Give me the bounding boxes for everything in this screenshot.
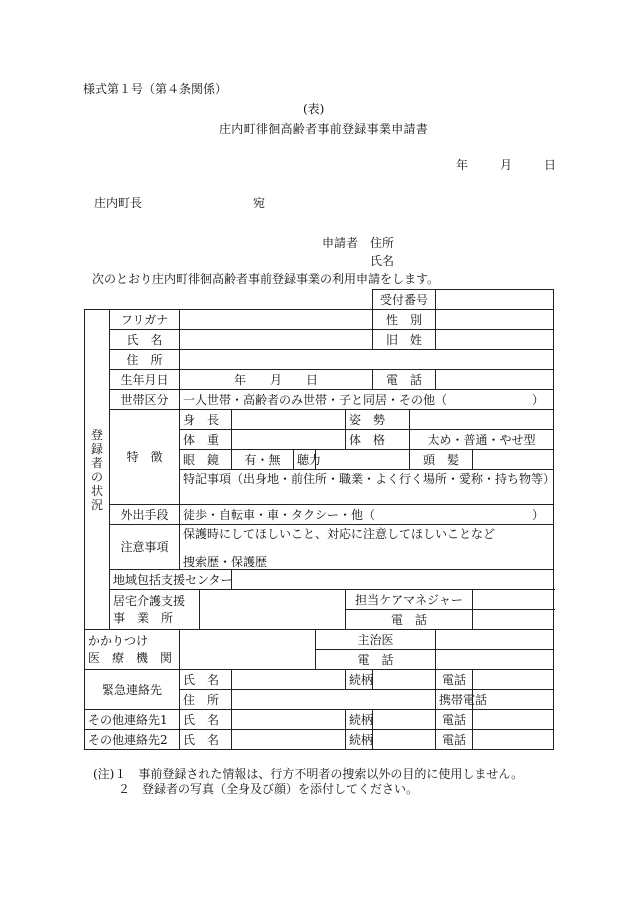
registration-form-table (84, 289, 554, 750)
other-1-phone-label: 電話 (436, 710, 473, 730)
other-2-phone-label: 電話 (436, 730, 473, 750)
cautions-label: 注意事項 (110, 525, 180, 570)
other-contact-1-label: その他連絡先1 (85, 710, 180, 730)
form-number: 様式第１号（第４条関係） (83, 82, 228, 96)
other-2-phone-field[interactable] (473, 730, 554, 750)
hearing-label: 聴力 (294, 450, 316, 470)
name-field[interactable] (180, 330, 373, 350)
build-label: 体 格 (346, 430, 410, 450)
clinic-phone-label: 電 話 (316, 650, 436, 670)
phone-field[interactable] (436, 370, 554, 390)
household-options-text: 一人世帯・高齢者のみ世帯・子と同居・その他（ (183, 392, 448, 407)
special-notes-field[interactable]: 特記事項（出身地・前住所・職業・よく行く場所・愛称・持ち物等） (180, 470, 554, 505)
care-office-field[interactable] (200, 590, 346, 630)
other-2-name-label: 氏 名 (180, 730, 232, 750)
note-2: ２ 登録者の写真（全身及び顔）を添付してください。 (118, 782, 419, 796)
regional-center-label: 地域包括支援センター (110, 570, 232, 590)
transport-row (85, 505, 554, 525)
date-year: 年 (456, 158, 469, 172)
former-name-field[interactable] (436, 330, 554, 350)
glasses-label: 眼 鏡 (180, 450, 232, 470)
transport-options[interactable] (180, 505, 554, 525)
name-label: 氏 名 (110, 330, 180, 350)
former-name-label: 旧 姓 (373, 330, 436, 350)
care-phone-label: 電 話 (346, 610, 473, 630)
furigana-row (85, 310, 554, 330)
care-office-row-1 (85, 590, 554, 610)
emergency-row-1 (85, 670, 554, 690)
applicant-name-label: 氏名 (370, 254, 395, 268)
addressee: 庄内町長 (94, 196, 143, 210)
posture-label: 姿 勢 (346, 410, 410, 430)
care-phone-field[interactable] (473, 610, 554, 630)
emergency-label: 緊急連絡先 (85, 670, 180, 710)
care-manager-label: 担当ケアマネジャー (346, 590, 473, 610)
intro-text: 次のとおり庄内町徘徊高齢者事前登録事業の利用申請をします。 (92, 272, 440, 286)
applicant-label: 申請者 (322, 236, 359, 250)
household-close-paren: ） (532, 392, 545, 407)
emergency-phone-field[interactable] (473, 670, 554, 690)
addressee-suffix: 宛 (253, 196, 266, 210)
search-history-label: 捜索歴・保護歴 (183, 555, 268, 569)
regional-center-field[interactable] (232, 570, 554, 590)
note-1: (注)１ 事前登録された情報は、行方不明者の捜索以外の目的に使用しません。 (93, 767, 524, 781)
height-label: 身 長 (180, 410, 232, 430)
height-row (85, 410, 554, 430)
hair-field[interactable] (473, 450, 554, 470)
household-options[interactable] (180, 390, 554, 410)
doctor-label: 主治医 (316, 630, 436, 650)
transport-options-text: 徒歩・自転車・車・タクシー・他（ (183, 507, 376, 522)
other-1-name-field[interactable] (232, 710, 346, 730)
address-row (85, 350, 554, 370)
gender-label: 性 別 (373, 310, 436, 330)
transport-close-paren: ） (532, 507, 545, 522)
posture-field[interactable] (410, 410, 554, 430)
other-1-name-label: 氏 名 (180, 710, 232, 730)
other-contact-2-row (85, 730, 554, 750)
household-label: 世帯区分 (110, 390, 180, 410)
reception-row (85, 290, 554, 310)
care-office-label-line1: 居宅介護支援 (113, 593, 186, 608)
gender-field[interactable] (436, 310, 554, 330)
care-manager-field[interactable] (473, 590, 554, 610)
birthdate-field[interactable]: 年 月 日 (180, 370, 373, 390)
cautions-field[interactable] (180, 525, 554, 570)
clinic-label-line2: 医 療 機 関 (88, 650, 173, 665)
furigana-field[interactable] (180, 310, 373, 330)
build-options[interactable]: 太め・普通・やせ型 (410, 430, 554, 450)
emergency-address-field[interactable] (232, 690, 436, 710)
other-2-relation-label: 続柄 (346, 730, 373, 750)
emergency-relation-field[interactable] (373, 670, 436, 690)
cautions-row (85, 525, 554, 570)
weight-field[interactable] (232, 430, 346, 450)
clinic-row-1 (85, 630, 554, 650)
other-contact-1-row (85, 710, 554, 730)
furigana-label: フリガナ (110, 310, 180, 330)
features-label: 特 徴 (110, 410, 180, 505)
birthdate-row (85, 370, 554, 390)
date-line (456, 158, 556, 172)
glasses-options[interactable]: 有・無 (232, 450, 294, 470)
applicant-address-label: 住所 (370, 236, 395, 250)
hair-label: 頭 髪 (410, 450, 473, 470)
transport-label: 外出手段 (110, 505, 180, 525)
hearing-field[interactable] (316, 450, 410, 470)
regional-center-row (85, 570, 554, 590)
address-field[interactable] (180, 350, 554, 370)
clinic-field[interactable] (180, 630, 316, 670)
document-title: 庄内町徘徊高齢者事前登録事業申請書 (219, 122, 429, 136)
clinic-label-line1: かかりつけ (88, 633, 149, 648)
section-label-registrant-status: 登 録 者 の 状 況 (85, 310, 110, 630)
date-month: 月 (500, 158, 513, 172)
other-2-name-field[interactable] (232, 730, 346, 750)
emergency-mobile-label: 携帯電話 (436, 690, 473, 710)
weight-label: 体 重 (180, 430, 232, 450)
other-2-relation-field[interactable] (373, 730, 436, 750)
emergency-name-label: 氏 名 (180, 670, 232, 690)
cautions-hint: 保護時にしてほしいこと、対応に注意してほしいことなど (183, 527, 496, 541)
other-contact-2-label: その他連絡先2 (85, 730, 180, 750)
other-1-phone-field[interactable] (473, 710, 554, 730)
emergency-address-label: 住 所 (180, 690, 232, 710)
clinic-label (85, 630, 180, 670)
other-1-relation-label: 続柄 (346, 710, 373, 730)
name-row (85, 330, 554, 350)
emergency-name-field[interactable] (232, 670, 346, 690)
birthdate-label: 生年月日 (110, 370, 180, 390)
height-field[interactable] (232, 410, 346, 430)
doctor-field[interactable] (436, 630, 554, 650)
clinic-phone-field[interactable] (436, 650, 554, 670)
reception-number-label: 受付番号 (373, 290, 436, 310)
household-row (85, 390, 554, 410)
front-side-label: (表) (303, 102, 325, 116)
other-1-relation-field[interactable] (373, 710, 436, 730)
emergency-relation-label: 続柄 (346, 670, 373, 690)
date-day: 日 (544, 158, 557, 172)
reception-number-field[interactable] (436, 290, 554, 310)
emergency-phone-label: 電話 (436, 670, 473, 690)
address-label: 住 所 (110, 350, 180, 370)
care-office-label (110, 590, 200, 630)
care-office-label-line2: 事 業 所 (113, 610, 174, 625)
phone-label: 電 話 (373, 370, 436, 390)
